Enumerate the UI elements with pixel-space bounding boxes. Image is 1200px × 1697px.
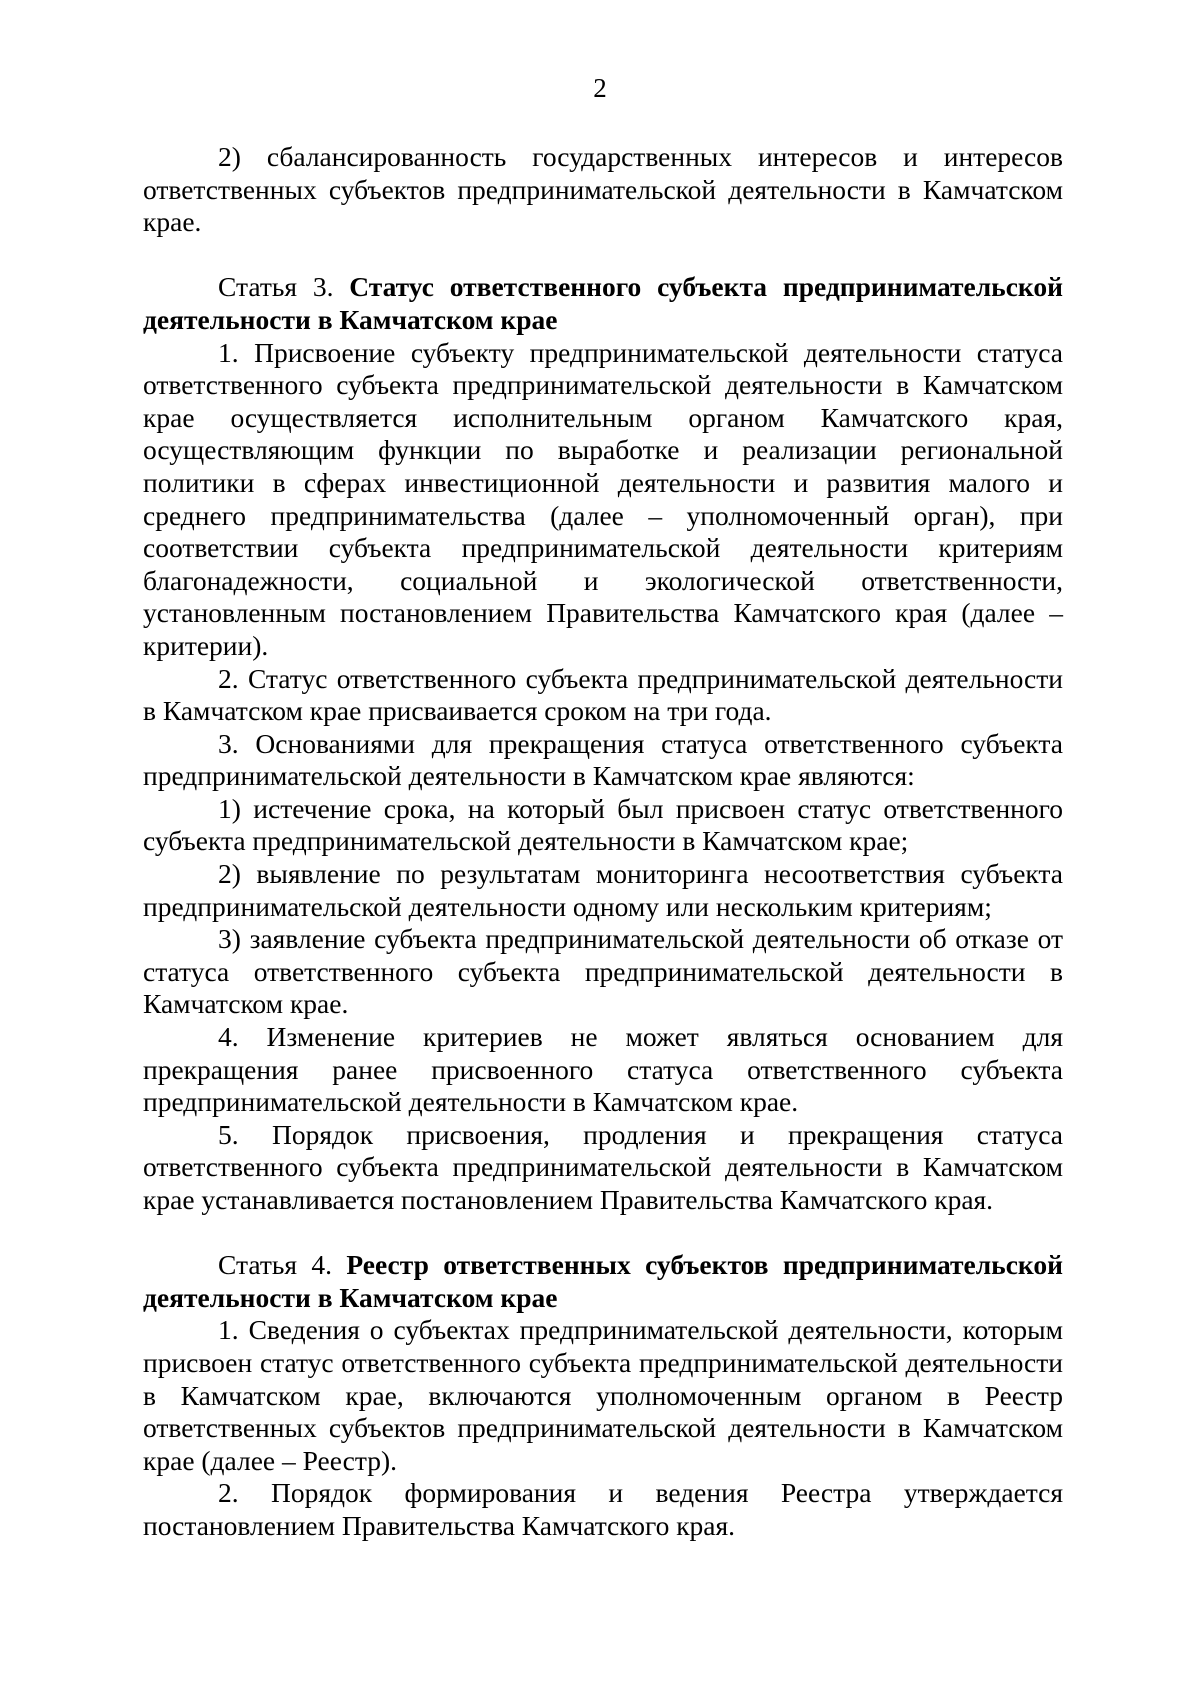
article-4-heading xyxy=(143,1249,1063,1314)
article-3-paragraph: 1. Присвоение субъекту предпринимательской деятельности статуса ответственного субъекта предпринимательской деятельности в Камчатском крае осуществляется исполнительным органом Камчатского края, осуществляющим функции по выработке и реализации региональной политики в сферах инвестиционной деятельности и развития малого и среднего предпринимательства (далее – уполномоченный орган), при соответствии субъекта предпринимательской деятельности критериям благонадежности, социальной и экологической ответственности, установленным постановлением Правительства Камчатского края (далее – критерии). xyxy=(143,336,1063,661)
article-3-label: Статья 3. xyxy=(218,271,334,303)
article-3-heading xyxy=(143,271,1063,336)
article-4-title: Реестр ответственных субъектов предпринимательской деятельности в Камчатском крае xyxy=(143,1249,1063,1313)
article-3-paragraph: 1) истечение срока, на который был присвоен статус ответственного субъекта предпринимательской деятельности в Камчатском крае; xyxy=(143,792,1063,857)
article-3-paragraph: 3) заявление субъекта предпринимательской деятельности об отказе от статуса ответственного субъекта предпринимательской деятельности в Камчатском крае. xyxy=(143,923,1063,1020)
article-3-paragraph: 4. Изменение критериев не может являться основанием для прекращения ранее присвоенного статуса ответственного субъекта предпринимательской деятельности в Камчатском крае. xyxy=(143,1021,1063,1118)
article-3-paragraph: 3. Основаниями для прекращения статуса ответственного субъекта предпринимательской деятельности в Камчатском крае являются: xyxy=(143,727,1063,792)
intro-paragraph: 2) сбалансированность государственных интересов и интересов ответственных субъектов предпринимательской деятельности в Камчатском крае. xyxy=(143,141,1063,238)
document-body xyxy=(143,141,1063,1543)
article-3-paragraph: 2) выявление по результатам мониторинга несоответствия субъекта предпринимательской деятельности одному или нескольким критериям; xyxy=(143,858,1063,922)
article-4-paragraph: 2. Порядок формирования и ведения Реестра утверждается постановлением Правительства Камчатского края. xyxy=(143,1477,1063,1541)
article-3-title: Статус ответственного субъекта предпринимательской деятельности в Камчатском крае xyxy=(143,271,1063,335)
article-3-paragraph: 2. Статус ответственного субъекта предпринимательской деятельности в Камчатском крае присваивается сроком на три года. xyxy=(143,662,1063,727)
article-4-label: Статья 4. xyxy=(218,1249,333,1281)
page-number: 2 xyxy=(593,73,607,103)
article-4-paragraph: 1. Сведения о субъектах предпринимательской деятельности, которым присвоен статус ответственного субъекта предпринимательской деятельности в Камчатском крае, включаются уполномоченным органом в Реестр ответственных субъектов предпринимательской деятельности в Камчатском крае (далее – Реестр). xyxy=(143,1314,1063,1476)
article-3-paragraph: 5. Порядок присвоения, продления и прекращения статуса ответственного субъекта предпринимательской деятельности в Камчатском крае устанавливается постановлением Правительства Камчатского края. xyxy=(143,1118,1063,1215)
